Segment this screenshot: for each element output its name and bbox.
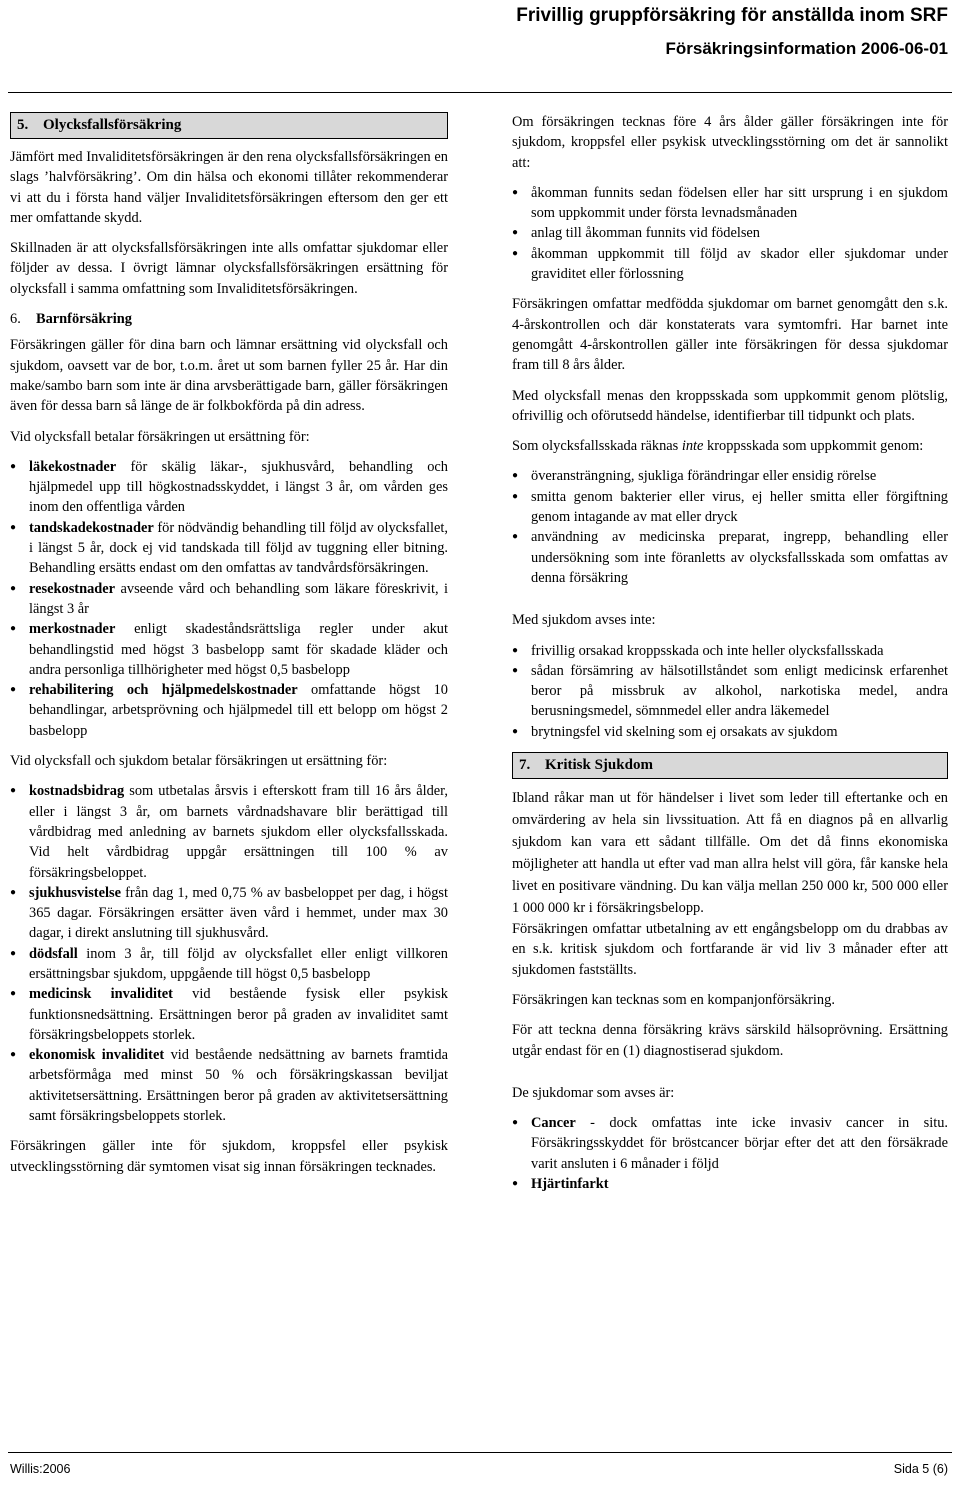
paragraph: Med sjukdom avses inte:: [512, 612, 656, 629]
term-text: för skälig läkar-, sjukhusvård, behandling och hjälpmedel upp till högkostnadsskyddet, i längst 3 år, om vården ges inom den offentliga vården: [29, 458, 448, 516]
document-subtitle: Försäkringsinformation 2006-06-01: [665, 39, 948, 58]
footer-rule: [8, 1452, 952, 1453]
spacer: [512, 598, 948, 610]
list-item: [10, 883, 448, 944]
bullet-list: [512, 466, 948, 588]
term: ekonomisk invaliditet: [29, 1047, 165, 1064]
footer-left: Willis:2006: [10, 1462, 71, 1476]
section-title: Kritisk Sjukdom: [545, 757, 653, 774]
paragraph: [512, 436, 948, 456]
term-text: från dag 1, med 0,75 % av basbeloppet per dag, i högst 365 dagar. Försäkringen ersätter även vård i hemmet, under max 30 dagar, i direkt anslutning till sjukhusvård.: [29, 884, 448, 942]
section-7-heading: [512, 752, 948, 779]
list-item: ● smitta genom bakterier eller virus, ej heller smitta eller förgiftning genom intagande av mat eller dryck: [512, 487, 948, 528]
term-text: - dock omfattas inte icke invasiv cancer in situ. Försäkringsskyddet för bröstcancer börjar efter det att den försäkrade varit ansluten i 6 månader i följd: [531, 1115, 948, 1172]
document-title: Frivillig gruppförsäkring för anställda inom SRF: [516, 5, 948, 26]
emphasis: inte: [681, 438, 704, 455]
list-item: ● överansträngning, sjukliga förändringar eller ensidig rörelse: [512, 466, 948, 486]
list-item: [10, 781, 448, 882]
term: merkostnader: [29, 621, 116, 638]
list-item: [10, 457, 448, 518]
paragraph: För att teckna denna försäkring krävs särskild hälsoprövning. Ersättning utgår endast för en (1) diagnostiserad sjukdom.: [512, 1022, 948, 1059]
paragraph: Ibland råkar man ut för händelser i livet som leder till eftertanke och en omvärdering av hela sin livssituation. Att få en diagnos på en allvarlig sjukdom kan vara ett sådant tillfälle. Om det då finns ekonomiska möjligheter att handla ut efter vad man allra helst vill göra, får kanske hela livet en positivare vändning. Du kan välja mellan 250 000 kr, 500 000 eller 1 000 000 kr i försäkringsbelopp.: [512, 790, 948, 917]
bullet-list: [512, 1113, 948, 1194]
term-text: omfattande högst 10 behandlingar, arbetsprövning och hjälpmedel till ett belopp om högst 2 basbelopp: [29, 682, 448, 739]
list-item: [10, 1045, 448, 1126]
term-text: inom 3 år, till följd av olycksfallet eller enligt villkoren ersättningsbar sjukdom, uppgående till högst 0,5 basbelopp: [29, 945, 448, 982]
list-item: ● användning av medicinska preparat, ingrepp, behandling eller undersökning som inte föranletts av olycksfallsskada som omfattas av denna försäkring: [512, 527, 948, 588]
list-item: [10, 680, 448, 741]
list-item: [10, 984, 448, 1045]
bullet-list: [10, 457, 448, 741]
section-title: Barnförsäkring: [36, 311, 132, 328]
list-item: [10, 518, 448, 579]
term-text: för nödvändig behandling till följd av olycksfallet, i längst 5 år, dock ej vid tandskada till följd av tuggning eller bitning. Behandling ersätts endast om den omfattas av tandvårdsförsäkringen.: [29, 519, 448, 577]
paragraph: Försäkringen omfattar medfödda sjukdomar om barnet genomgått den s.k. 4-årskontrollen och där konstaterats vara symtomfri. Har barnet inte genomgått 4-årskontrollen gäller inte försäkringen för dessa sjukdomar fram till 8 års ålder.: [512, 296, 948, 374]
list-item: [10, 579, 448, 620]
list-item: ● sådan försämring av hälsotillståndet som enligt medicinsk erfarenhet beror på missbruk av alkohol, narkotiska medel, andra berusningsmedel, sömnmedel eller andra läkemedel: [512, 661, 948, 722]
list-item: ● åkomman uppkommit till följd av skador eller sjukdomar under graviditet eller förlossning: [512, 244, 948, 285]
term: tandskadekostnader: [29, 519, 154, 536]
term: läkekostnader: [29, 458, 117, 475]
paragraph: De sjukdomar som avses är:: [512, 1084, 675, 1101]
right-column: [512, 112, 948, 1204]
header-rule: [8, 92, 952, 93]
list-item: [10, 944, 448, 985]
paragraph: Vid olycksfall och sjukdom betalar försäkringen ut ersättning för:: [10, 753, 388, 770]
section-number: 7.: [519, 757, 531, 774]
paragraph: Vid olycksfall betalar försäkringen ut ersättning för:: [10, 428, 310, 445]
paragraph: [10, 238, 448, 299]
paragraph: Om försäkringen tecknas före 4 års ålder gäller försäkringen inte för sjukdom, kroppsfel eller psykisk utvecklingsstörning om det är sannolikt att:: [512, 114, 948, 171]
list-item: ● åkomman funnits sedan födelsen eller har sitt ursprung i en sjukdom som uppkommit under första levnadsmånaden: [512, 183, 948, 224]
text-run: Skillnaden är att olycksfallsförsäkringen inte alls omfattar sjukdomar eller följder av dessa.: [10, 240, 448, 277]
paragraph: Försäkringen gäller för dina barn och lämnar ersättning vid olycksfall och sjukdom, oavsett var de bor, t.o.m. året ut som barnen fyller 25 år. Har din make/sambo barn som inte är dina arvsberättigade barn, gäller försäkringen även för dessa barn så länge de är folkbokförda på din adress.: [10, 337, 448, 415]
spacer: [512, 1071, 948, 1083]
bullet-list: [512, 183, 948, 284]
term: medicinsk invaliditet: [29, 986, 173, 1003]
left-column: [10, 112, 448, 1187]
bullet-list: [512, 641, 948, 742]
paragraph: Försäkringen kan tecknas som en kompanjonförsäkring.: [512, 991, 835, 1008]
paragraph: Försäkringen omfattar utbetalning av ett engångsbelopp om du drabbas av en s.k. kritisk sjukdom och fortfarande är vid liv 3 månader efter att sjukdomen fastställts.: [512, 921, 948, 978]
term-text: som utbetalas årsvis i efterskott fram till 16 års ålder, eller i längst 3 år, om barnets vårdnadshavare blir berättigad till vårdbidrag med anledning av barnets sjukdom eller olycksfallsskada. Vid helt vårdbidrag uppgår ersättningen till 100 % av försäkringsbeloppet.: [29, 783, 448, 881]
term: rehabilitering och hjälpmedelskostnader: [29, 682, 298, 699]
term: resekostnader: [29, 580, 116, 597]
list-item: ● brytningsfel vid skelning som ej orsakats av sjukdom: [512, 722, 948, 742]
term: kostnadsbidrag: [29, 783, 125, 800]
section-6-heading: [10, 309, 448, 329]
section-5-heading: [10, 112, 448, 139]
text-run: kroppsskada som uppkommit genom:: [703, 438, 924, 455]
term-text: vid bestående nedsättning av barnets framtida arbetsförmåga med minst 50 % och försäkringskassan beviljat aktivitetsersättning. Ersättningen beror på graden av aktivitetsersättning samt försäkringsbeloppets storlek.: [29, 1047, 448, 1125]
term: Cancer: [531, 1115, 576, 1132]
paragraph: Jämfört med Invaliditetsförsäkringen är den rena olycksfallsförsäkringen en slags ’halvförsäkring’. Om din hälsa och ekonomi tillåter rekommenderar vi att du i första hand väljer Invaliditetsförsäkringen eftersom den ger ett mer omfattande skydd.: [10, 149, 448, 226]
page-footer: [10, 1462, 948, 1476]
list-item: ● anlag till åkomman funnits vid födelsen: [512, 223, 948, 243]
term-text: vid bestående fysisk eller psykisk funktionsnedsättning. Ersättningen beror på graden av invaliditet samt försäkringsbeloppets storlek.: [29, 986, 448, 1043]
list-item: [10, 619, 448, 680]
term-text: enligt skadeståndsrättsliga regler under akut behandlingstid med högst 3 basbelopp samt för skadade kläder och andra personliga tillhörigheter med högst 0,5 basbelopp: [29, 621, 448, 678]
paragraph: Försäkringen gäller inte för sjukdom, kroppsfel eller psykisk utvecklingsstörning där symtomen visat sig innan försäkringen tecknades.: [10, 1138, 448, 1175]
list-item: ● frivillig orsakad kroppsskada och inte heller olycksfallsskada: [512, 641, 948, 661]
section-number: 5.: [17, 117, 29, 133]
term: sjukhusvistelse: [29, 884, 121, 901]
page-header: [516, 4, 948, 60]
text-run: Som olycksfallsskada räknas: [512, 438, 682, 455]
text-run: I övrigt lämnar olycksfallsförsäkringen ersättning för olycksfall i samma omfattning som Invaliditetsförsäkringen.: [10, 260, 449, 297]
paragraph: Med olycksfall menas den kroppsskada som uppkommit genom plötslig, ofrivillig och oförutsedd händelse, identifierbar till tidpunkt och plats.: [512, 387, 948, 424]
section-title: Olycksfallsförsäkring: [43, 117, 182, 133]
list-item: [512, 1174, 948, 1194]
section-number: 6.: [10, 311, 21, 328]
term: Hjärtinfarkt: [531, 1175, 609, 1192]
term-text: avseende vård och behandling som läkare föreskrivit, i längst 3 år: [29, 580, 448, 617]
term: dödsfall: [29, 945, 78, 962]
list-item: [512, 1113, 948, 1174]
page-number: Sida 5 (6): [893, 1462, 948, 1476]
bullet-list: [10, 781, 448, 1126]
